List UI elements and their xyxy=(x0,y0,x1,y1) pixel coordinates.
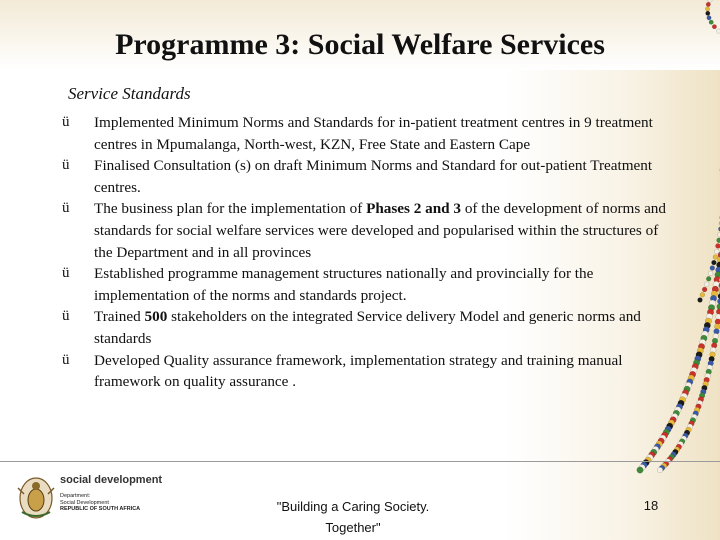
footer-tagline xyxy=(258,496,448,538)
bullet-text: Implemented Minimum Norms and Standards for in-patient treatment centres in 9 treatment centres in Mpumalanga, North-west, KZN, Free State and Eastern Cape xyxy=(94,114,653,153)
dept-line: Social Development xyxy=(60,499,109,506)
checkmark-icon: ü xyxy=(62,265,70,282)
checkmark-icon: ü xyxy=(62,157,70,174)
bullet-text: of the development of norms and standards for social welfare services were developed and popularised within the structures of the Department and in all provinces xyxy=(94,200,666,261)
bullet-text: stakeholders on the integrated Service delivery Model and generic norms and standards xyxy=(94,308,641,347)
bullet-item xyxy=(62,155,670,198)
bullet-list xyxy=(62,112,670,393)
bullet-text: Trained xyxy=(94,308,145,326)
tagline-line: Together" xyxy=(325,520,381,535)
checkmark-icon: ü xyxy=(62,308,70,325)
checkmark-icon: ü xyxy=(62,114,70,130)
section-subtitle: Service Standards xyxy=(68,84,191,103)
page-number: 18 xyxy=(643,498,659,513)
bullet-text: Finalised Consultation (s) on draft Minimum Norms and Standard for out-patient Treatment centres. xyxy=(94,157,653,196)
dept-line: Department: xyxy=(60,493,91,499)
bullet-text: Developed Quality assurance framework, implementation strategy and training manual framework on quality assurance . xyxy=(94,351,623,391)
bullet-emphasis: Phases 2 and 3 xyxy=(366,200,462,218)
department-label xyxy=(60,493,160,513)
dept-line: REPUBLIC OF SOUTH AFRICA xyxy=(60,506,141,512)
slide-title: Programme 3: Social Welfare Services xyxy=(115,28,605,61)
bullet-item xyxy=(62,263,670,306)
bullet-item xyxy=(62,198,670,263)
bullet-item xyxy=(62,306,670,349)
tagline-line: "Building a Caring Society. xyxy=(276,499,430,514)
checkmark-icon: ü xyxy=(62,200,70,217)
bullet-item xyxy=(62,112,670,155)
bullet-text: The business plan for the implementation of xyxy=(94,200,367,218)
bullet-text: Established programme management structures nationally and provincially for the implementation of the norms and standards project. xyxy=(94,265,594,304)
bullet-item xyxy=(62,350,670,393)
brand-name: social development xyxy=(60,474,163,486)
checkmark-icon: ü xyxy=(62,351,70,368)
bullet-emphasis: 500 xyxy=(144,308,168,326)
footer-divider xyxy=(0,461,720,462)
